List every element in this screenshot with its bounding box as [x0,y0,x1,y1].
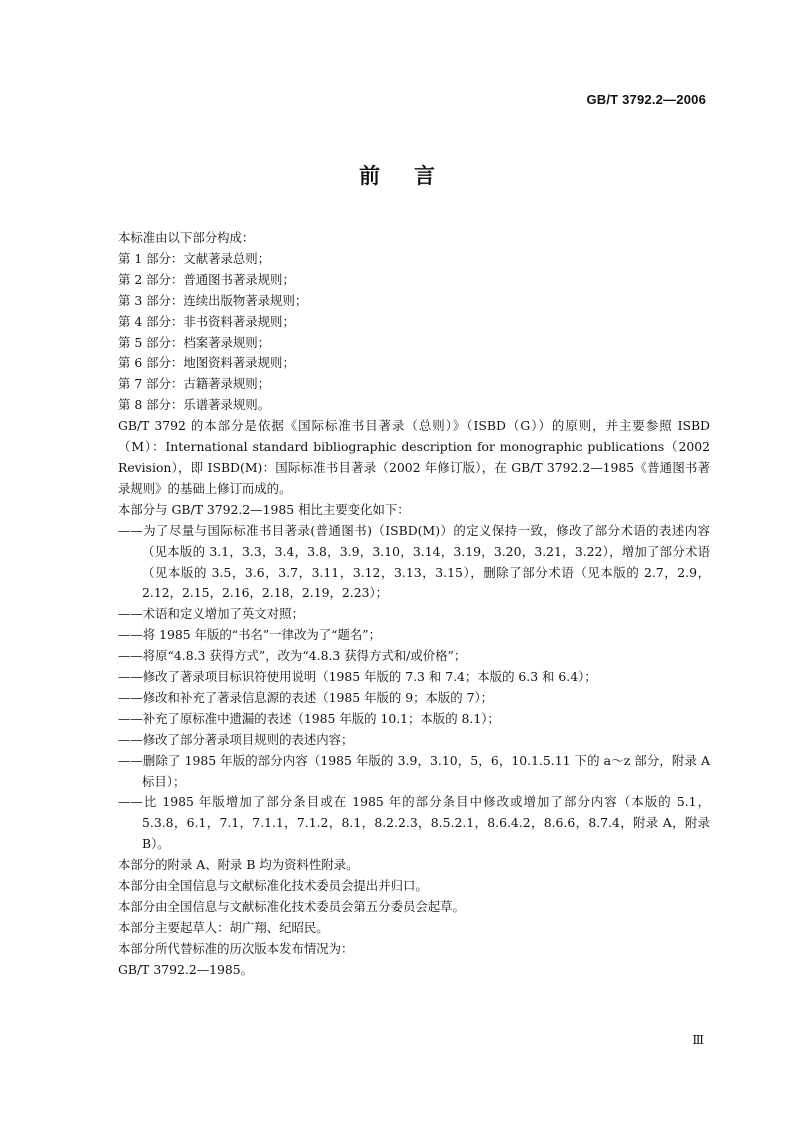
drafted-paragraph: 本部分由全国信息与文献标准化技术委员会第五分委员会起草。 [118,899,465,914]
proposed-paragraph: 本部分由全国信息与文献标准化技术委员会提出并归口。 [118,878,428,894]
change-item: ——修改了著录项目标识符使用说明（1985 年版的 7.3 和 7.4；本版的 6.3 和 6.4）； [118,669,597,685]
document-body [118,228,710,981]
standard-code: GB/T 3792.2—2006 [586,92,706,107]
change-item: ——为了尽量与国际标准书目著录(普通图书)（ISBD(M)）的定义保持一致，修改了部分术语的表述内容（见本版的 3.1，3.3，3.4，3.8，3.9，3.10，3.14，3.19，3.20，3.21，3.22），增加了部分术语（见本版的 3.5，3.6，3.7，3.11，3.12，3.13，3.15），删除了部分术语（见本版的 2.7，2.9，2.12，2.15，2.16，2.18，2.19，2.23）； [118,522,710,601]
part-item: 第 5 部分：档案著录规则； [118,334,271,350]
intro-paragraph: 本标准由以下部分构成： [118,230,255,245]
change-item: ——修改了部分著录项目规则的表述内容； [118,731,354,747]
change-item: ——比 1985 年版增加了部分条目或在 1985 年的部分条目中修改或增加了部分内容（本版的 5.1，5.3.8，6.1，7.1，7.1.1，7.1.2，8.1，8.2.2.3，8.5.2.1，8.6.4.2，8.6.6，8.7.4，附录 A，附录 B）。 [118,794,710,852]
history-item: GB/T 3792.2—1985。 [118,961,254,977]
part-item: 第 1 部分：文献著录总则； [118,250,271,266]
basis-paragraph: GB/T 3792 的本部分是依据《国际标准书目著录（总则）》（ISBD（G））的原则，并主要参照 ISBD（M）：International standard bibliographic description for monographic publications（2002 Revision），即 ISBD(M)：国际标准书目著录（2002 年修订版），在 GB/T 3792.2—1985《普通图书著录规则》的基础上修订而成的。 [118,418,710,496]
part-item: 第 2 部分：普通图书著录规则； [118,271,295,287]
change-item: ——术语和定义增加了英文对照； [118,606,304,622]
part-item: 第 4 部分：非书资料著录规则； [118,313,295,329]
history-paragraph: 本部分所代替标准的历次版本发布情况为： [118,940,354,956]
drafters-paragraph: 本部分主要起草人：胡广翔、纪昭民。 [118,919,329,935]
part-item: 第 3 部分：连续出版物著录规则； [118,292,308,308]
page-title: 前言 [359,164,469,188]
part-item: 第 6 部分：地图资料著录规则； [118,355,295,371]
part-item: 第 7 部分：古籍著录规则； [118,376,271,392]
part-item: 第 8 部分：乐谱著录规则。 [118,397,271,413]
change-item: ——将 1985 年版的“书名”一律改为了“题名”； [118,627,381,643]
page-number: Ⅲ [692,1033,704,1047]
change-item: ——删除了 1985 年版的部分内容（1985 年版的 3.9，3.10，5，6，10.1.5.11 下的 a～z 部分，附录 A 标目）； [118,752,710,789]
appendix-paragraph: 本部分的附录 A、附录 B 均为资料性附录。 [118,857,359,873]
change-item: ——补充了原标准中遗漏的表述（1985 年版的 10.1；本版的 8.1）； [118,710,500,726]
changes-intro: 本部分与 GB/T 3792.2—1985 相比主要变化如下： [118,501,410,517]
change-item: ——将原“4.8.3 获得方式”，改为“4.8.3 获得方式和/或价格”； [118,648,467,664]
change-item: ——修改和补充了著录信息源的表述（1985 年版的 9；本版的 7）； [118,689,494,705]
